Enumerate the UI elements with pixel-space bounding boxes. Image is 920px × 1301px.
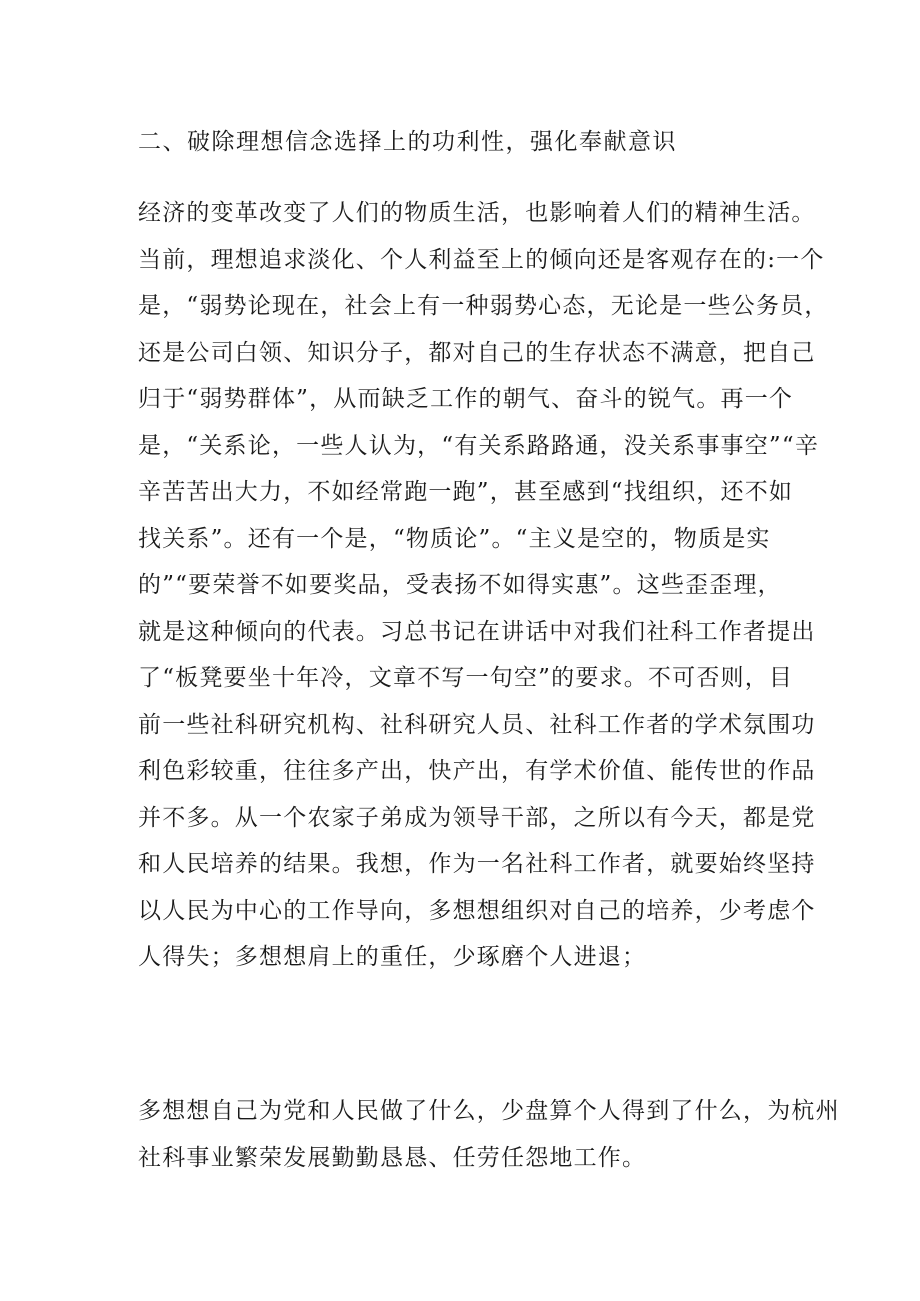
body-paragraph-2 xyxy=(138,1088,840,1181)
paragraph-1-line: 并不多。从一个农家子弟成为领导干部，之所以有今天，都是党 xyxy=(138,804,816,831)
paragraph-1-line: 还是公司白领、知识分子，都对自己的生存状态不满意，把自己 xyxy=(138,339,816,366)
paragraph-1-line: 了“板凳要坐十年冷，文章不写一句空”的要求。不可否则，目 xyxy=(138,665,794,691)
paragraph-1-line: 是，“关系论，一些人认为，“有关系路路通，没关系事事空”“辛 xyxy=(138,432,820,459)
paragraph-1-line: 当前，理想追求淡化、个人利益至上的倾向还是客观存在的:一个 xyxy=(138,246,825,273)
paragraph-1-line: 以人民为中心的工作导向，多想想组织对自己的培养，少考虑个 xyxy=(138,897,816,924)
paragraph-1-line: 归于“弱势群体”，从而缺乏工作的朝气、奋斗的锐气。再一个 xyxy=(138,386,794,412)
paragraph-1-line: 找关系”。还有一个是，“物质论”。“主义是空的，物质是实 xyxy=(138,525,771,552)
paragraph-1-line: 利色彩较重，往往多产出，快产出，有学术价值、能传世的作品 xyxy=(138,758,816,784)
paragraph-1-line: 经济的变革改变了人们的物质生活，也影响着人们的精神生活。 xyxy=(138,200,816,226)
paragraph-1-line: 是，“弱势论现在，社会上有一种弱势心态，无论是一些公务员， xyxy=(138,293,829,319)
paragraph-1-line: 辛苦苦出大力，不如经常跑一跑”，甚至感到“找组织，还不如 xyxy=(138,479,794,505)
paragraph-2-line: 社科事业繁荣发展勤勤恳恳、任劳任怨地工作。 xyxy=(138,1144,647,1171)
section-heading: 二、破除理想信念选择上的功利性，强化奉献意识 xyxy=(138,129,677,155)
paragraph-2-line: 多想想自己为党和人民做了什么，少盘算个人得到了什么，为杭州 xyxy=(138,1098,840,1124)
paragraph-1-line: 前一些社科研究机构、社科研究人员、社科工作者的学术氛围功 xyxy=(138,711,816,738)
paragraph-1-line: 人得失；多想想肩上的重任，少琢磨个人进退； xyxy=(138,944,647,970)
paragraph-1-line: 的”“要荣誉不如要奖品，受表扬不如得实惠”。这些歪歪理， xyxy=(138,572,782,598)
body-paragraph-1 xyxy=(138,190,829,981)
paragraph-1-line: 就是这种倾向的代表。习总书记在讲话中对我们社科工作者提出 xyxy=(138,618,816,645)
paragraph-1-line: 和人民培养的结果。我想，作为一名社科工作者，就要始终坚持 xyxy=(138,851,816,877)
